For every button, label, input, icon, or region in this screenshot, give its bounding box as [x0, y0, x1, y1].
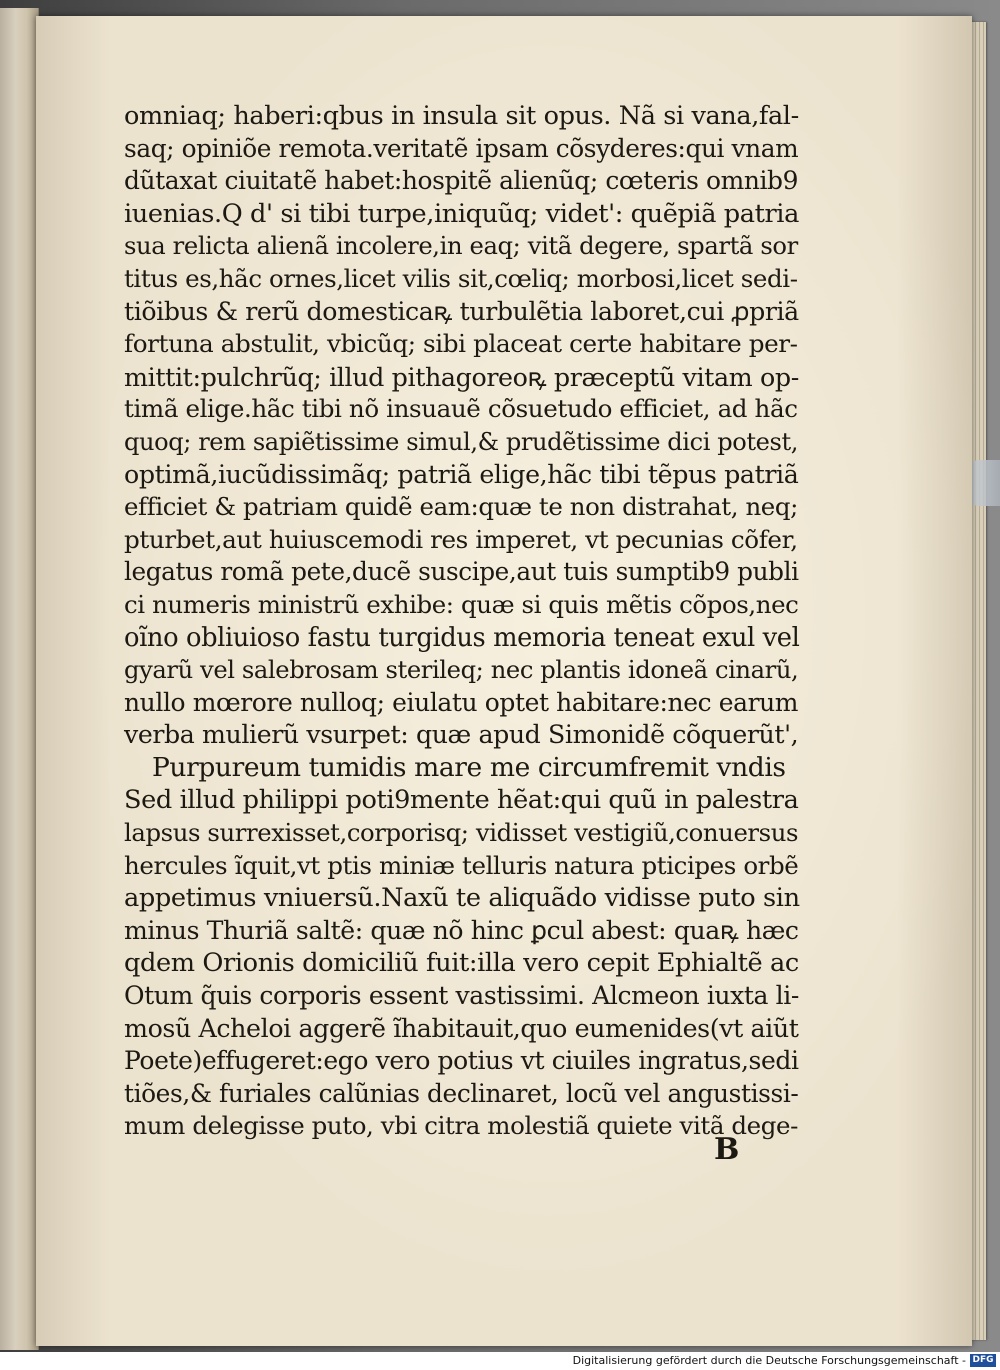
- text-line: fortuna abstulit, vbicũq; sibi placeat certe habitare per-: [124, 329, 798, 359]
- text-line: mosũ Acheloi aggerẽ ĩhabitauit,quo eumenides(vt aiũt: [124, 1013, 799, 1043]
- text-line: timã elige.hãc tibi nõ insuauẽ cõsuetudo efficiet, ad hãc: [124, 394, 798, 424]
- text-line: iuenias.Q d' si tibi turpe,iniquũq; videt': quẽpiã patria: [124, 198, 799, 229]
- text-line: tiões,& furiales calũnias declinaret, locũ vel angustissi-: [124, 1078, 799, 1108]
- page-text: [124, 100, 800, 1143]
- text-line: verba mulierũ vsurpet: quæ apud Simonidẽ cõquerũt',: [124, 720, 799, 750]
- text-line: dũtaxat ciuitatẽ habet:hospitẽ alienũq; cœteris omnib9: [124, 166, 799, 196]
- text-line: hercules ĩquit,vt ptis miniæ telluris natura pticipes orbẽ: [124, 850, 799, 880]
- text-line: quoq; rem sapiẽtissime simul,& prudẽtissime dici potest,: [124, 427, 798, 456]
- text-line: ci numeris ministrũ exhibe: quæ si quis mẽtis cõpos,nec: [124, 589, 799, 619]
- text-line: Otum q̃uis corporis essent vastissimi. Alcmeon iuxta li-: [124, 981, 799, 1011]
- text-line: minus Thuriã saltẽ: quæ nõ hinc ꝑcul abest: quaꝶ hæc: [124, 915, 799, 945]
- text-line: nullo mœrore nulloq; eiulatu optet habitare:nec earum: [124, 687, 799, 717]
- signature-mark: B: [714, 1132, 740, 1167]
- book-spine: [0, 8, 39, 1350]
- text-line: sua relicta alienã incolere,in eaq; vitã degere, spartã sor: [124, 231, 798, 261]
- text-line: titus es,hãc ornes,licet vilis sit,cœliq; morbosi,licet sedi-: [124, 263, 798, 293]
- text-line: qdem Orionis domiciliũ fuit:illa vero cepit Ephialtẽ ac: [124, 948, 799, 979]
- text-line: mum delegisse puto, vbi citra molestiã quiete vitã dege-: [124, 1111, 798, 1141]
- text-line: legatus romã pete,ducẽ suscipe,aut tuis sumptib9 publi: [124, 557, 799, 587]
- text-line: gyarũ vel salebrosam sterileq; nec plantis idoneã cinarũ,: [124, 656, 799, 685]
- text-line: pturbet,aut huiuscemodi res imperet, vt pecunias cõfer,: [124, 524, 798, 554]
- text-line: appetimus vniuersũ.Naxũ te aliquãdo vidisse puto sin: [124, 883, 800, 914]
- dfg-logo: DFG: [970, 1354, 996, 1367]
- text-line: oĩno obliuioso fastu turgidus memoria teneat exul vel: [124, 622, 800, 653]
- funding-credit: Digitalisierung gefördert durch die Deutsche Forschungsgemeinschaft -: [572, 1354, 966, 1367]
- text-line: optimã,iucũdissimãq; patriã elige,hãc tibi tẽpus patriã: [124, 459, 799, 489]
- text-line: saq; opiniõe remota.veritatẽ ipsam cõsyderes:qui vnam: [124, 133, 799, 163]
- text-line: omniaq; haberi:qbus in insula sit opus. Nã si vana,fal-: [124, 101, 799, 131]
- text-line: Sed illud philippi poti9mente hẽat:qui quũ in palestra: [124, 785, 799, 816]
- text-line: efficiet & patriam quidẽ eam:quæ te non distrahat, neq;: [124, 492, 798, 522]
- text-line: mittit:pulchrũq; illud pithagoreoꝶ præceptũ vitam op-: [124, 361, 799, 392]
- verse-line: Purpureum tumidis mare me circumfremit vndis: [152, 751, 786, 783]
- text-line: tiõibus & rerũ domesticaꝶ turbulẽtia laboret,cui ꝓpriã: [124, 296, 799, 326]
- text-line: Poete)effugeret:ego vero potius vt ciuiles ingratus,sedi: [124, 1046, 799, 1076]
- text-line: lapsus surrexisset,corporisq; vidisset vestigiũ,conuersus: [124, 818, 799, 848]
